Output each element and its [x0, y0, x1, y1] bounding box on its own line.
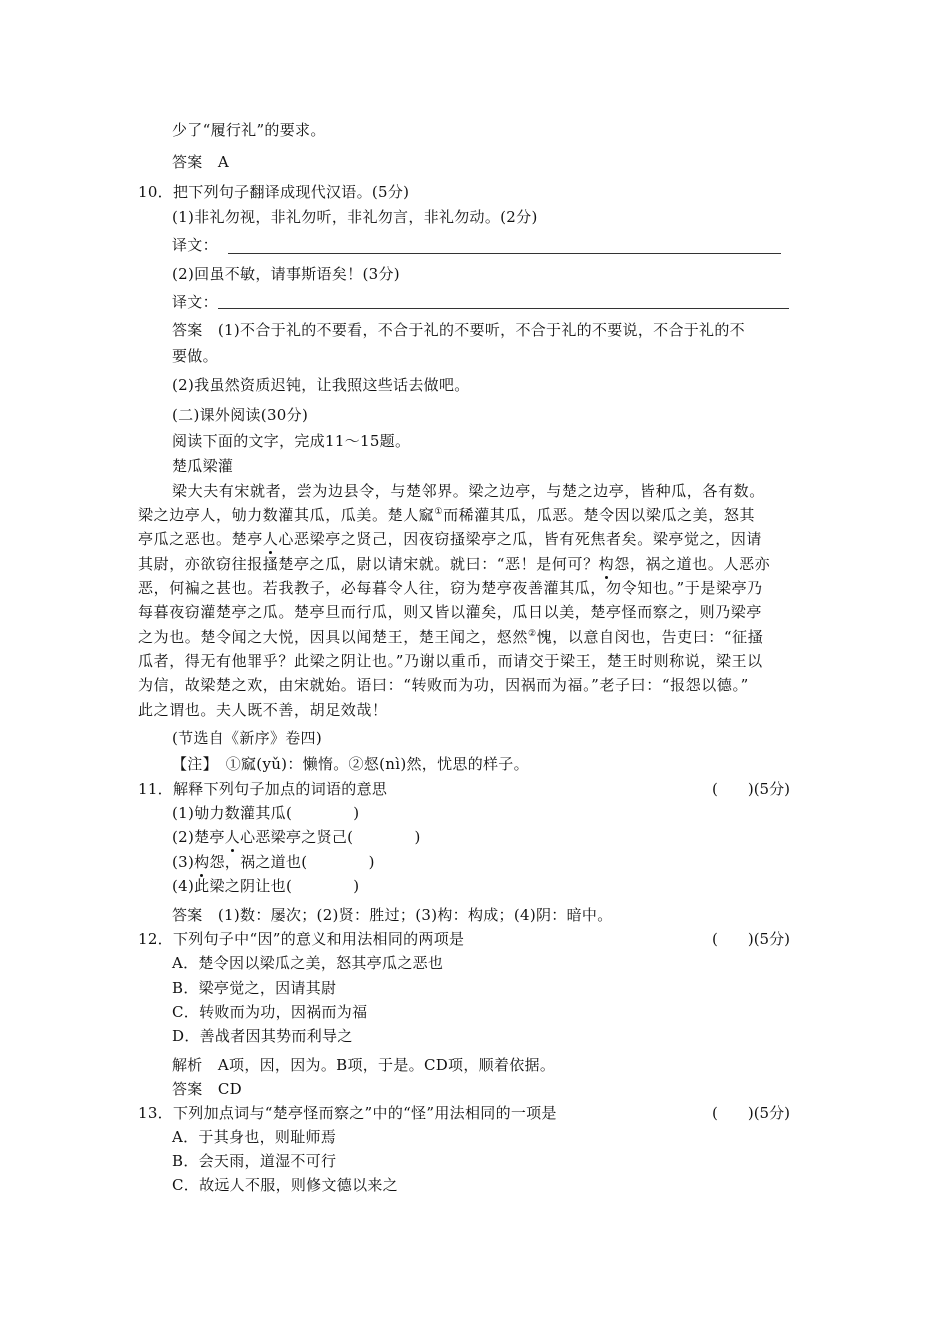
passage-line: 其尉，亦欲窃往报搔楚亭之瓜，尉以请宋就。就曰：“恶！是何可？构怨，祸之道也。人恶亦 [138, 555, 771, 573]
footnote-marker: ① [434, 507, 444, 517]
passage-line: 每暮夜窃灌楚亭之瓜。楚亭旦而行瓜，则又皆以灌矣，瓜日以美，楚亭怪而察之，则乃梁亭 [138, 603, 763, 621]
passage-line: 梁之边亭人，劬力数灌其瓜，瓜美。楚人窳①而稀灌其瓜，瓜恶。楚令因以梁瓜之美，怒其 [138, 506, 756, 524]
question-11-item: (1)劬力数灌其瓜( ) [172, 804, 360, 822]
footnote-marker: ② [528, 629, 537, 639]
question-13-option-a: A．于其身也，则耻师焉 [172, 1128, 337, 1146]
footnotes: 【注】 ①窳(yǔ)：懒惰。②惄(nì)然，忧思的样子。 [172, 755, 529, 773]
emphasis-dot-word: 构 [194, 853, 210, 871]
question-12: 12．下列句子中“因”的意义和用法相同的两项是 [138, 930, 465, 948]
emphasis-dot-word: 人 [224, 828, 241, 846]
source-citation: (节选自《新序》卷四) [172, 729, 323, 747]
emphasis-dot-word: 构 [598, 555, 615, 573]
passage-line: 恶，何褊之甚也。若我教子，必每暮令人往，窃为楚亭夜善灌其瓜，勿令知也。”于是梁亭乃 [138, 579, 763, 597]
answer-10-line-3: (2)我虽然资质迟钝，让我照这些话去做吧。 [172, 376, 470, 394]
answer-11: 答案 (1)数：屡次；(2)贤：胜过；(3)构：构成；(4)阴：暗中。 [172, 906, 613, 924]
answer-blank-line-1 [228, 253, 781, 254]
question-13-option-c: C．故远人不服，则修文德以来之 [172, 1176, 398, 1194]
text-line: 少了“履行礼”的要求。 [172, 121, 326, 139]
reading-instruction: 阅读下面的文字，完成11～15题。 [172, 432, 411, 450]
passage-line: 为信，故梁楚之欢，由宋就始。语曰：“转败而为功，因祸而为福。”老子曰：“报怨以德。” [138, 676, 749, 694]
emphasis-dot-word: 人 [262, 530, 279, 548]
section-heading: (二)课外阅读(30分) [172, 406, 309, 424]
answer-blank-line-2 [218, 308, 789, 309]
question-13-score: ( )(5分) [712, 1104, 790, 1122]
answer-9: 答案 A [172, 153, 230, 171]
question-11: 11．解释下列句子加点的词语的意思 [138, 780, 388, 798]
passage-line: 亭瓜之恶也。楚亭人心恶梁亭之贤己，因夜窃搔梁亭之瓜，皆有死焦者矣。梁亭觉之，因请 [138, 530, 763, 548]
passage-line: 之为也。楚令闻之大悦，因具以闻楚王，楚王闻之，惄然②愧，以意自闵也，告吏曰：“征搔 [138, 628, 764, 646]
question-11-score: ( )(5分) [712, 780, 790, 798]
answer-10-line-1: 答案 (1)不合于礼的不要看，不合于礼的不要听，不合于礼的不要说，不合于礼的不 [172, 321, 745, 339]
question-11-item: (3)构怨，祸之道也( ) [172, 853, 375, 871]
question-11-item: (2)楚亭人心恶梁亭之贤己( ) [172, 828, 421, 846]
question-12-option-d: D．善战者因其势而利导之 [172, 1027, 353, 1045]
question-13: 13．下列加点词与“楚亭怪而察之”中的“怪”用法相同的一项是 [138, 1104, 557, 1122]
question-12-option-a: A．楚令因以梁瓜之美，怒其亭瓜之恶也 [172, 954, 444, 972]
passage-title: 楚瓜梁灌 [172, 457, 234, 475]
question-12-option-b: B．梁亭觉之，因请其尉 [172, 979, 337, 997]
question-10-item-2: (2)回虽不敏，请事斯语矣！(3分) [172, 265, 400, 283]
passage-line: 梁大夫有宋就者，尝为边县令，与楚邻界。梁之边亭，与楚之边亭，皆种瓜，各有数。 [172, 482, 765, 500]
answer-12: 答案 CD [172, 1080, 243, 1098]
question-11-item: (4)此梁之阴让也( ) [172, 877, 360, 895]
translation-label-2: 译文： [172, 293, 218, 311]
explanation-12: 解析 A项，因，因为。B项，于是。CD项，顺着依据。 [172, 1056, 556, 1074]
question-13-option-b: B．会天雨，道湿不可行 [172, 1152, 337, 1170]
question-12-option-c: C．转败而为功，因祸而为福 [172, 1003, 368, 1021]
answer-10-line-2: 要做。 [172, 347, 218, 365]
passage-line: 瓜者，得无有他罪乎？此梁之阴让也。”乃谢以重币，而请交于梁王，楚王时则称说，梁王以 [138, 652, 763, 670]
passage-line: 此之谓也。夫人既不善，胡足效哉！ [138, 701, 388, 719]
question-10: 10．把下列句子翻译成现代汉语。(5分) [138, 183, 410, 201]
question-12-score: ( )(5分) [712, 930, 790, 948]
translation-label-1: 译文： [172, 236, 218, 254]
question-10-item-1: (1)非礼勿视，非礼勿听，非礼勿言，非礼勿动。(2分) [172, 208, 538, 226]
